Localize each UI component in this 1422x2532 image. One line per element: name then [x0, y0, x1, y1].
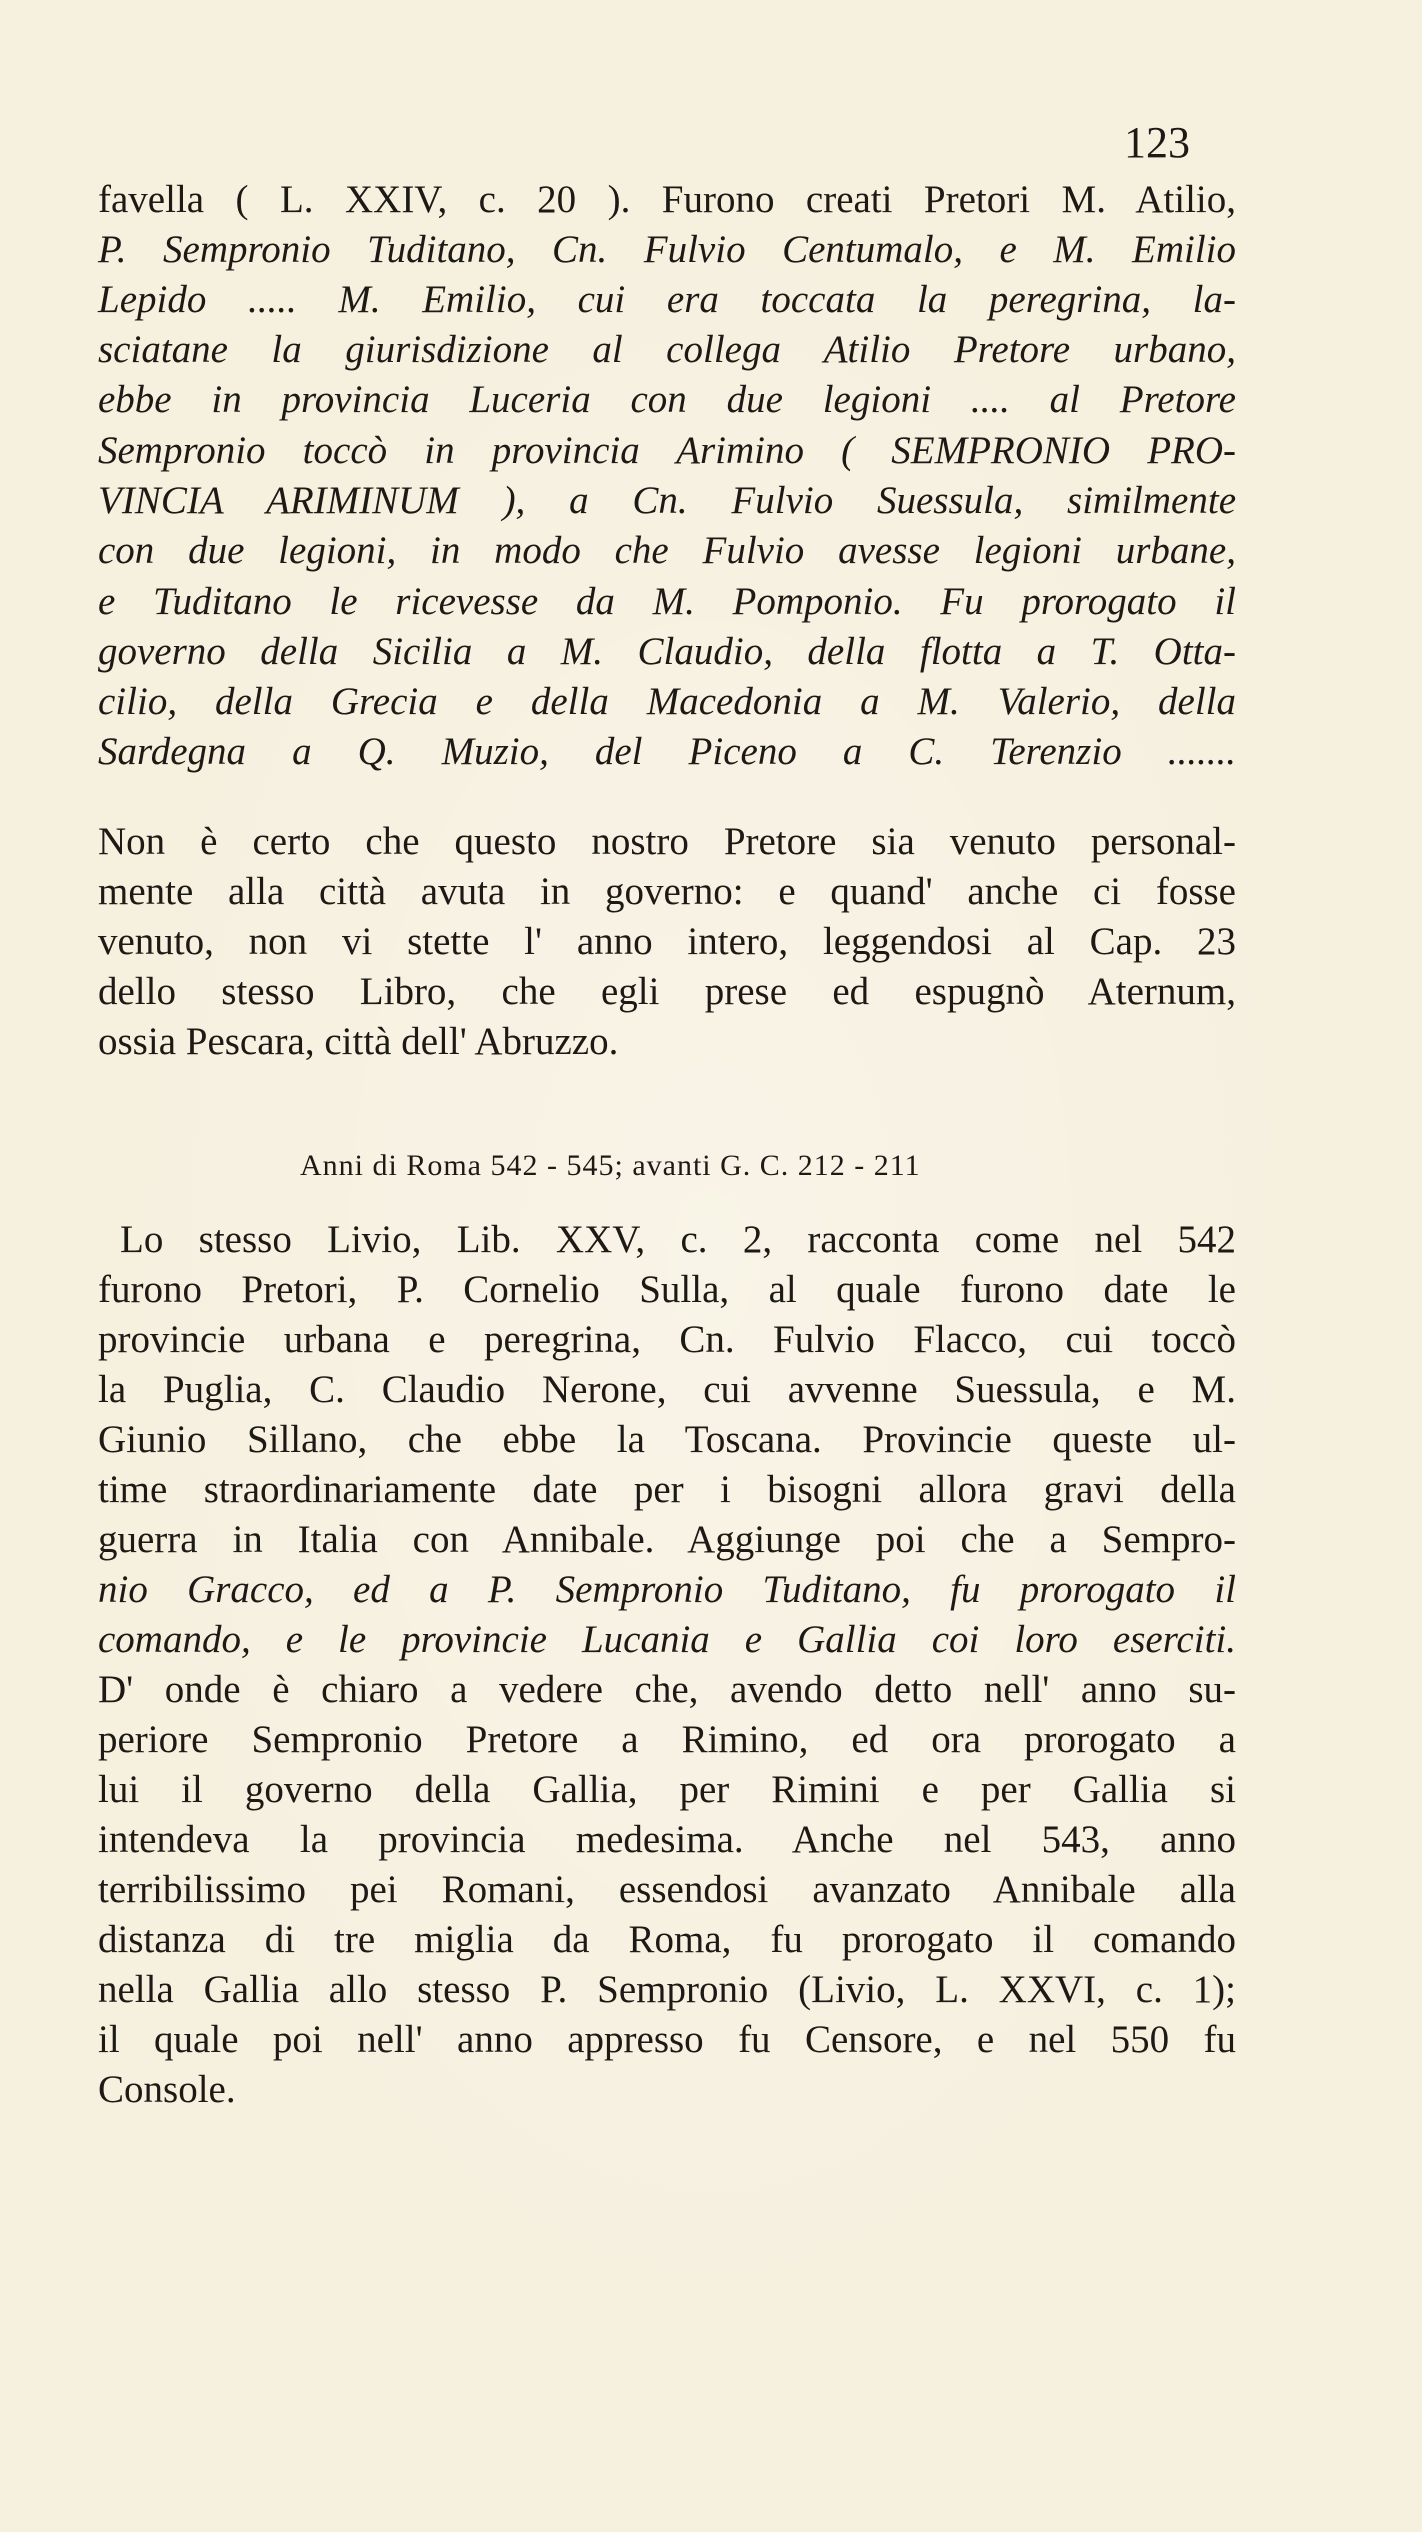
text-line: lui il governo della Gallia, per Rimini e per Gallia si	[98, 1768, 1236, 1811]
text-line: favella ( L. XXIV, c. 20 ). Furono creati Pretori M. Atilio,	[98, 178, 1236, 221]
text-line: distanza di tre miglia da Roma, fu prorogato il comando	[98, 1918, 1236, 1961]
text-line: sciatane la giurisdizione al collega Atilio Pretore urbano,	[98, 328, 1236, 371]
text-line: comando, e le provincie Lucania e Gallia coi loro eserciti.	[98, 1618, 1236, 1661]
text-line: il quale poi nell' anno appresso fu Censore, e nel 550 fu	[98, 2018, 1236, 2061]
text-line: dello stesso Libro, che egli prese ed espugnò Aternum,	[98, 970, 1236, 1013]
text-line: periore Sempronio Pretore a Rimino, ed ora prorogato a	[98, 1718, 1236, 1761]
text-line: venuto, non vi stette l' anno intero, leggendosi al Cap. 23	[98, 920, 1236, 963]
text-line: Giunio Sillano, che ebbe la Toscana. Provincie queste ul-	[98, 1418, 1236, 1461]
section-heading: Anni di Roma 542 - 545; avanti G. C. 212 - 211	[300, 1149, 921, 1182]
text-line: nella Gallia allo stesso P. Sempronio (Livio, L. XXVI, c. 1);	[98, 1968, 1236, 2011]
text-line: cilio, della Grecia e della Macedonia a M. Valerio, della	[98, 680, 1236, 723]
text-line: D' onde è chiaro a vedere che, avendo detto nell' anno su-	[98, 1668, 1236, 1711]
text-line: con due legioni, in modo che Fulvio avesse legioni urbane,	[98, 529, 1236, 572]
text-line: terribilissimo pei Romani, essendosi avanzato Annibale alla	[98, 1868, 1236, 1911]
text-line: Lo stesso Livio, Lib. XXV, c. 2, racconta come nel 542	[120, 1218, 1236, 1261]
text-line: Sempronio toccò in provincia Arimino ( SEMPRONIO PRO-	[98, 429, 1236, 472]
text-line: e Tuditano le ricevesse da M. Pomponio. Fu prorogato il	[98, 580, 1236, 623]
text-line: Lepido ..... M. Emilio, cui era toccata la peregrina, la-	[98, 278, 1236, 321]
text-line: intendeva la provincia medesima. Anche nel 543, anno	[98, 1818, 1236, 1861]
text-line: Console.	[98, 2068, 236, 2111]
text-line: furono Pretori, P. Cornelio Sulla, al quale furono date le	[98, 1268, 1236, 1311]
text-line: provincie urbana e peregrina, Cn. Fulvio Flacco, cui toccò	[98, 1318, 1236, 1361]
text-line: VINCIA ARIMINUM ), a Cn. Fulvio Suessula, similmente	[98, 479, 1236, 522]
text-line: la Puglia, C. Claudio Nerone, cui avvenne Suessula, e M.	[98, 1368, 1236, 1411]
text-line: ossia Pescara, città dell' Abruzzo.	[98, 1020, 619, 1063]
text-line: nio Gracco, ed a P. Sempronio Tuditano, fu prorogato il	[98, 1568, 1236, 1611]
text-line: time straordinariamente date per i bisogni allora gravi della	[98, 1468, 1236, 1511]
text-line: Non è certo che questo nostro Pretore sia venuto personal-	[98, 820, 1236, 863]
text-line: P. Sempronio Tuditano, Cn. Fulvio Centumalo, e M. Emilio	[98, 228, 1236, 271]
page-number: 123	[1124, 118, 1190, 167]
text-line: governo della Sicilia a M. Claudio, della flotta a T. Otta-	[98, 630, 1236, 673]
text-line: ebbe in provincia Luceria con due legioni .... al Pretore	[98, 378, 1236, 421]
text-line: Sardegna a Q. Muzio, del Piceno a C. Terenzio .......	[98, 730, 1236, 773]
text-line: mente alla città avuta in governo: e quand' anche ci fosse	[98, 870, 1236, 913]
text-line: guerra in Italia con Annibale. Aggiunge poi che a Sempro-	[98, 1518, 1236, 1561]
